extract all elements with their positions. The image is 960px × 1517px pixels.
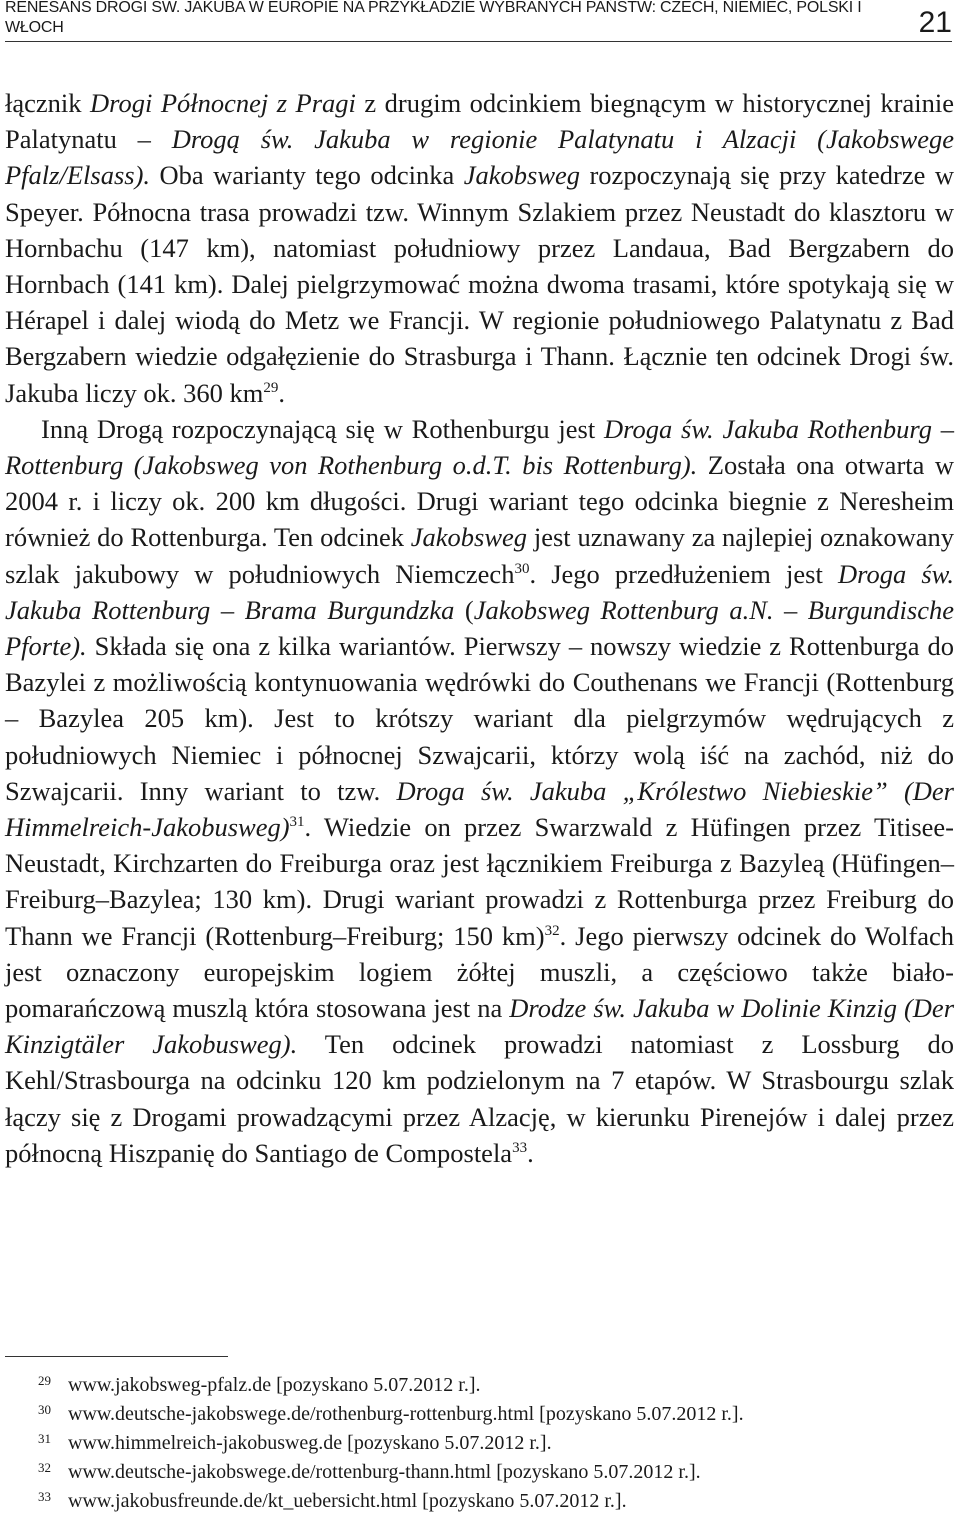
footnote-number: 33 <box>38 1489 51 1504</box>
text-run: Składa się ona z kilka wariantów. Pierwszy – nowszy wiedzie z Rottenburga do Bazylei z możliwością kontynuowania wędrówki do Couthenans we Francji (Rottenburg – Bazylea 205 km). Jest to krótszy wariant dla pielgrzymów wędrujących z południowych Niemiec i północnej Szwajcarii, którzy wolą iść na zachód, niż do Szwajcarii. Inny wariant to tzw. <box>5 631 954 806</box>
text-run: . Wiedzie on przez Swarzwald z Hüfingen przez Titisee-Neustadt, Kirchzarten do Freiburga oraz jest łącznikiem Freiburga z Bazyleą (Hüfingen–Freiburg–Bazylea; 130 km). Drugi wariant prowadzi z Rottenburga przez Freiburg do Thann we Francji (Rottenburg–Freiburg; 150 km) <box>5 812 954 951</box>
footnote-link[interactable]: www.jakobusfreunde.de/kt_uebersicht.html [pozyskano 5.07.2012 r.]. <box>68 1490 627 1512</box>
text-run-italic: Drodze św. Jakuba w Dolinie Kinzig (Der Kinzigtäler Jakobusweg). <box>5 993 955 1060</box>
footnote-link[interactable]: www.deutsche-jakobswege.de/rottenburg-thann.html [pozyskano 5.07.2012 r.]. <box>68 1461 701 1483</box>
footnote-ref-30[interactable]: 30 <box>514 560 530 577</box>
text-run-italic: Jakobsweg <box>410 522 528 553</box>
text-run-italic: Drogi Północnej z Pragi <box>90 88 356 118</box>
footnote-ref-31[interactable]: 31 <box>289 814 305 831</box>
footnote-number: 30 <box>38 1402 51 1417</box>
running-title: RENESANS DROGI ŚW. JAKUBA W EUROPIE NA PRZYKŁADZIE WYBRANYCH PAŃSTW: CZECH, NIEMIEC, POLSKI I WŁOCH <box>5 0 862 36</box>
main-text <box>5 85 954 1171</box>
text-run: z drugim odcinkiem biegnącym w historycznej krainie Palatynatu – <box>5 88 954 155</box>
footnote-31 <box>5 1429 954 1458</box>
footnote-link[interactable]: www.jakobsweg-pfalz.de [pozyskano 5.07.2012 r.]. <box>68 1374 481 1396</box>
paragraph-1 <box>5 85 954 411</box>
text-run-italic: Jakobsweg Rottenburg a.N. – Burgundische Pforte). <box>5 594 955 662</box>
footnote-number: 29 <box>38 1373 51 1388</box>
footnote-ref-29[interactable]: 29 <box>263 379 279 396</box>
text-run: rozpoczynają się przy katedrze w Speyer. Północna trasa prowadzi tzw. Winnym Szlakiem przez Neustadt do klasztoru w Hornbachu (147 km), natomiast południowy przez Landaua, Bad Bergzabern do Hornbach (141 km). Dalej pielgrzymować można dwoma trasami, które spotykają się w Hérapel i dalej wiodą do Metz we Francji. W regionie południowego Palatynatu z Bad Bergzabern wiedzie odgałęzienie do Strasburga i Thann. Łącznie ten odcinek Drogi św. Jakuba liczy ok. 360 km <box>5 160 954 408</box>
footnotes <box>5 1371 954 1516</box>
footnote-30 <box>5 1400 954 1429</box>
running-header <box>5 0 952 42</box>
footnote-divider <box>5 1356 228 1357</box>
text-run: Inną Drogą rozpoczynającą się w Rothenburgu jest <box>41 413 604 444</box>
text-run: ( <box>454 594 474 625</box>
footnote-33 <box>5 1487 954 1516</box>
footnote-number: 31 <box>38 1431 51 1446</box>
footnote-link[interactable]: www.deutsche-jakobswege.de/rothenburg-rottenburg.html [pozyskano 5.07.2012 r.]. <box>68 1403 744 1425</box>
text-run: . Jego pierwszy odcinek do Wolfach jest oznaczony europejskim logiem żółtej muszli, a częściowo także biało-pomarańczową muszlą która stosowana jest na <box>5 920 955 1024</box>
text-run: . <box>527 1137 534 1168</box>
footnote-ref-32[interactable]: 32 <box>544 922 560 939</box>
footnote-number: 32 <box>38 1460 51 1475</box>
text-run: . <box>278 377 285 408</box>
text-run-italic: Droga św. Jakuba „Królestwo Niebieskie” (Der Himmelreich-Jakobusweg) <box>5 775 954 843</box>
text-run: Ten odcinek prowadzi natomiast z Lossburg do Kehl/Strasbourga na odcinku 120 km podzielonym na 7 etapów. W Strasbourgu szlak łączy się z Drogami prowadzącymi przez Alzację, w kierunku Pirenejów i dalej przez północną Hiszpanię do Santiago de Compostela <box>5 1029 954 1168</box>
paragraph-2 <box>5 411 954 1171</box>
text-run-italic: Drogą św. Jakuba w regionie Palatynatu i Alzacji (Jakobswege Pfalz/Elsass). <box>5 124 954 191</box>
text-run-italic: Droga św. Jakuba Rottenburg – Brama Burgundzka <box>5 558 954 625</box>
text-run: . Jego przedłużeniem jest <box>529 558 838 589</box>
footnote-link[interactable]: www.himmelreich-jakobusweg.de [pozyskano 5.07.2012 r.]. <box>68 1432 552 1454</box>
footnote-ref-33[interactable]: 33 <box>512 1139 528 1156</box>
text-run: Została ona otwarta w 2004 r. i liczy ok. 200 km długości. Drugi wariant tego odcinka biegnie z Neresheim również do Rottenburga. Ten odcinek <box>5 450 954 553</box>
text-run: jest uznawany za najlepiej oznakowany szlak jakubowy w południowych Niemczech <box>5 522 954 589</box>
text-run-italic: Droga św. Jakuba Rothenburg – Rottenburg (Jakobsweg von Rothenburg o.d.T. bis Rottenburg). <box>5 413 954 481</box>
text-run: Oba warianty tego odcinka <box>150 160 464 191</box>
footnote-32 <box>5 1458 954 1487</box>
page-number: 21 <box>918 6 952 39</box>
text-run: łącznik <box>5 88 90 118</box>
text-run-italic: Jakobsweg <box>463 160 581 191</box>
footnote-29 <box>5 1371 954 1400</box>
